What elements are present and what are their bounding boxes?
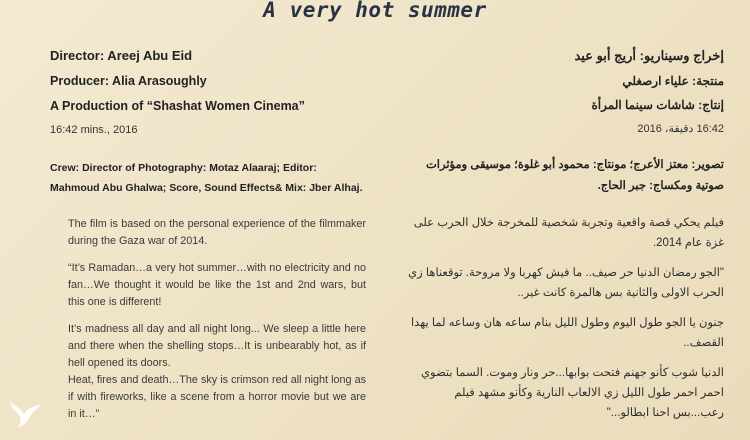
director-credit: Director: Areej Abu Eid (50, 48, 193, 63)
production-credit-ar: إنتاج: شاشات سينما المرأة (591, 98, 724, 112)
crew-credits-ar: تصوير: معتز الأعرج؛ مونتاج: محمود أبو غلوة؛ موسيقى ومؤثرات صوتية ومكساج: جبر الحاج. (425, 159, 724, 192)
synopsis-paragraph: Heat, fires and death…The sky is crimson red all night long as if with fireworks, like a scene from a horror movie but we are in it…” (68, 374, 366, 420)
arabic-column (402, 48, 724, 433)
synopsis-paragraph-ar: الدنيا شوب كأنو جهنم فتحت بوابها...حر ونار وموت. السما بتضوي احمر احمر طول الليل زي الالعاب النارية وكأنو مشهد فيلم رعب...بس احنا ابطالو..." (421, 367, 724, 419)
runtime-year: 16:42 mins., 2016 (50, 124, 138, 136)
crew-credits: Crew: Director of Photography: Motaz Alaaraj; Editor: Mahmoud Abu Ghalwa; Score, Sound Effects& Mix: Jber Alhaj. (50, 162, 363, 194)
film-title: A very hot summer (263, 0, 487, 22)
synopsis-paragraph-ar: جنون يا الجو طول اليوم وطول الليل بنام ساعه هان وساعه لما يهدا القصف.. (410, 317, 724, 349)
synopsis-paragraph: It’s madness all day and all night long... We sleep a little here and there when the shelling stops…It is unbearably hot, as if hell opened its doors. (68, 323, 366, 369)
arabic-synopsis (402, 213, 724, 423)
synopsis-paragraph: “It’s Ramadan…a very hot summer…with no electricity and no fan…We thought it would be like the 1st and 2nd wars, but this one is different! (68, 262, 366, 308)
bird-logo-icon (6, 392, 46, 432)
production-credit: A Production of “Shashat Women Cinema” (50, 99, 305, 113)
director-credit-ar: إخراج وسيناريو: أريج أبو عيد (574, 48, 724, 63)
english-synopsis (68, 216, 366, 423)
producer-credit: Producer: Alia Arasoughly (50, 74, 207, 88)
synopsis-paragraph: The film is based on the personal experience of the filmmaker during the Gaza war of 2014. (68, 218, 366, 247)
producer-credit-ar: منتجة: علياء ارصغلي (622, 74, 724, 88)
synopsis-paragraph-ar: فيلم يحكي قصة واقعية وتجربة شخصية للمخرجة خلال الحرب على غزة عام 2014. (413, 217, 724, 249)
english-column (50, 48, 366, 433)
synopsis-paragraph-ar: "الجو رمضان الدنيا حر صيف.. ما فيش كهربا ولا مروحة. توقعناها زي الحرب الاولى والثانية بس هالمرة كانت غير.. (408, 267, 724, 299)
runtime-year-ar: 16:42 دقيقة، 2016 (637, 123, 724, 135)
